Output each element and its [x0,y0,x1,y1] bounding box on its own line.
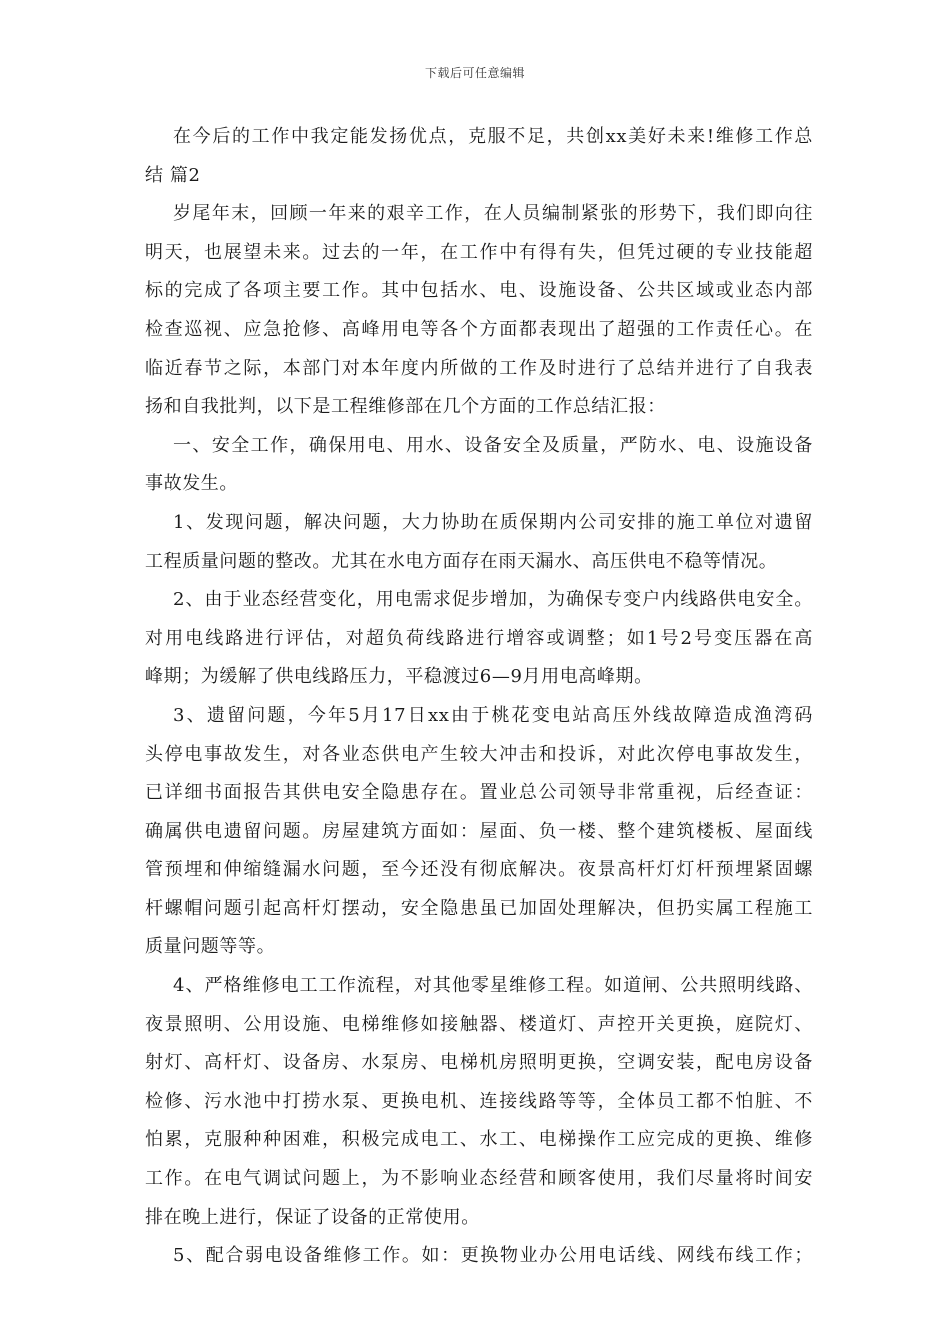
text-line: 工作。在电气调试问题上，为不影响业态经营和顾客使用，我们尽量将时间安 [145,1168,813,1190]
text-line: 检修、污水池中打捞水泵、更换电机、连接线路等等，全体员工都不怕脏、不 [145,1090,813,1112]
text-line: 已详细书面报告其供电安全隐患存在。置业总公司领导非常重视，后经查证： [145,782,813,804]
document-body [145,122,813,1280]
text-line: 5、配合弱电设备维修工作。如：更换物业办公用电话线、网线布线工作； [173,1245,813,1267]
text-line: 岁尾年末，回顾一年来的艰辛工作，在人员编制紧张的形势下，我们即向往 [173,203,813,225]
text-line: 射灯、高杆灯、设备房、水泵房、电梯机房照明更换，空调安装，配电房设备 [145,1052,813,1074]
text-line: 质量问题等等。 [145,936,276,958]
text-line: 工程质量问题的整改。尤其在水电方面存在雨天漏水、高压供电不稳等情况。 [145,550,778,572]
text-line: 管预埋和伸缩缝漏水问题，至今还没有彻底解决。夜景高杆灯灯杆预埋紧固螺 [145,859,813,881]
text-line: 1、发现问题，解决问题，大力协助在质保期内公司安排的施工单位对遗留 [173,511,813,533]
text-line: 峰期；为缓解了供电线路压力，平稳渡过6—9月用电高峰期。 [145,666,653,688]
text-line: 2、由于业态经营变化，用电需求促步增加，为确保专变户内线路供电安全。 [173,589,813,611]
text-line: 扬和自我批判，以下是工程维修部在几个方面的工作总结汇报： [145,396,666,418]
text-line: 标的完成了各项主要工作。其中包括水、电、设施设备、公共区域或业态内部 [145,280,813,302]
text-line: 一、安全工作，确保用电、用水、设备安全及质量，严防水、电、设施设备 [173,434,813,456]
text-line: 杆螺帽问题引起高杆灯摆动，安全隐患虽已加固处理解决，但扔实属工程施工 [145,897,813,919]
text-line: 怕累，克服种种困难，积极完成电工、水工、电梯操作工应完成的更换、维修 [145,1129,813,1151]
text-line: 夜景照明、公用设施、电梯维修如接触器、楼道灯、声控开关更换，庭院灯、 [145,1013,813,1035]
text-line: 对用电线路进行评估，对超负荷线路进行增容或调整；如1号2号变压器在高 [145,627,813,649]
text-line: 头停电事故发生，对各业态供电产生较大冲击和投诉，对此次停电事故发生， [145,743,813,765]
text-line: 结 篇2 [145,164,201,186]
text-line: 临近春节之际，本部门对本年度内所做的工作及时进行了总结并进行了自我表 [145,357,813,379]
text-line: 明天，也展望未来。过去的一年，在工作中有得有失，但凭过硬的专业技能超 [145,241,813,263]
text-line: 检查巡视、应急抢修、高峰用电等各个方面都表现出了超强的工作责任心。在 [145,318,813,340]
text-line: 4、严格维修电工工作流程，对其他零星维修工程。如道闸、公共照明线路、 [173,975,813,997]
text-line: 在今后的工作中我定能发扬优点，克服不足，共创xx美好未来!维修工作总 [173,126,813,147]
text-line: 3、遗留问题，今年5月17日xx由于桃花变电站高压外线故障造成渔湾码 [173,704,813,726]
page-header: 下载后可任意编辑 [424,66,525,80]
text-line: 确属供电遗留问题。房屋建筑方面如：屋面、负一楼、整个建筑楼板、屋面线 [145,820,813,842]
text-line: 排在晚上进行，保证了设备的正常使用。 [145,1206,480,1228]
text-line: 事故发生。 [145,473,238,495]
